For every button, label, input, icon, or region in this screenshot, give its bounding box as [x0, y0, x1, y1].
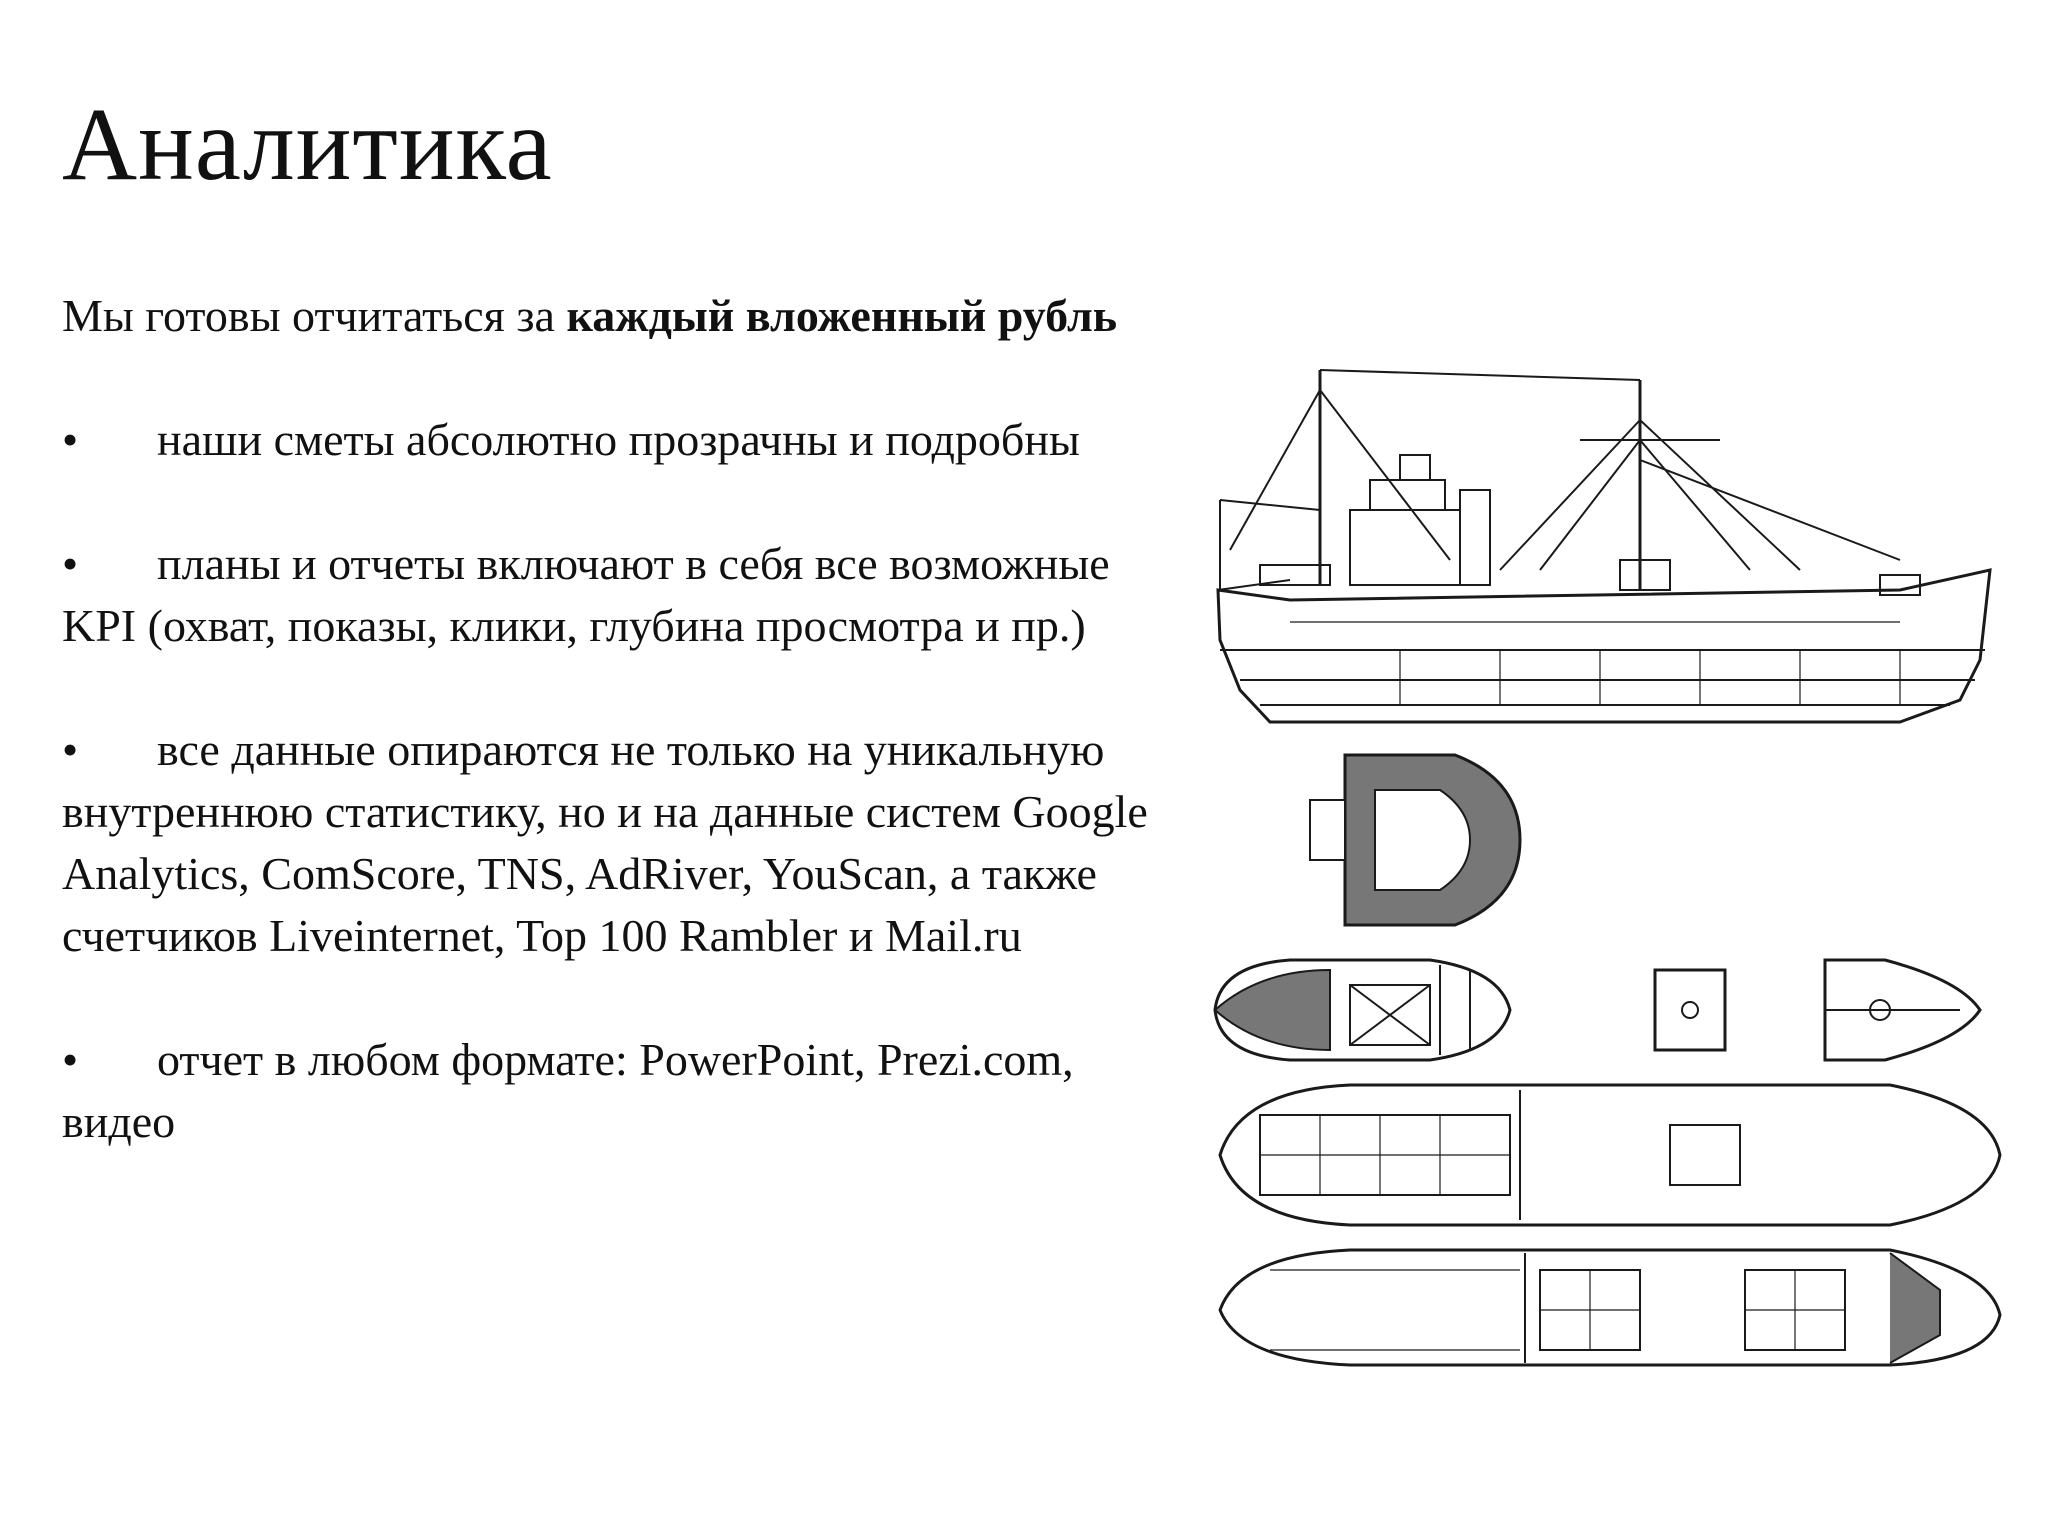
bullet-glyph: • — [62, 414, 79, 465]
bullet-text: планы и отчеты включают в себя все возможные KPI (охват, показы, клики, глубина просмотра и пр.) — [62, 538, 1110, 651]
shelter-deck-plan — [1220, 1085, 2000, 1225]
bullet-glyph: • — [62, 724, 79, 775]
platform-plan — [1655, 970, 1725, 1050]
bullet-item — [62, 409, 1192, 471]
slide-body — [62, 285, 1192, 1215]
bullet-glyph: • — [62, 538, 79, 589]
bullet-item — [62, 533, 1192, 657]
bullet-text: наши сметы абсолютно прозрачны и подробны — [157, 414, 1080, 465]
bullet-item — [62, 1029, 1192, 1153]
page-title: Аналитика — [62, 87, 553, 202]
upper-deck-plan — [1220, 1250, 2000, 1365]
bullet-text: все данные опираются не только на уникальную внутреннюю статистику, но и на данные систем Google Analytics, ComScore, TNS, AdRiver, YouScan, а также счетчиков Liveinternet, Top 100 Rambler и Mail.ru — [62, 724, 1148, 961]
forecastle-plan — [1825, 960, 1980, 1060]
lead-text: Мы готовы отчитаться за — [62, 290, 567, 341]
boat-deck-plan — [1215, 960, 1510, 1060]
bullet-item — [62, 719, 1192, 967]
bridge-plan — [1310, 755, 1520, 925]
ship-side-view — [1218, 370, 1990, 722]
bullet-glyph: • — [62, 1034, 79, 1085]
ship-blueprint-icon — [1200, 360, 2010, 1370]
lead-bold-text: каждый вложенный рубль — [566, 290, 1118, 341]
bullet-text: отчет в любом формате: PowerPoint, Prezi.com, видео — [62, 1034, 1074, 1147]
lead-paragraph — [62, 285, 1192, 347]
